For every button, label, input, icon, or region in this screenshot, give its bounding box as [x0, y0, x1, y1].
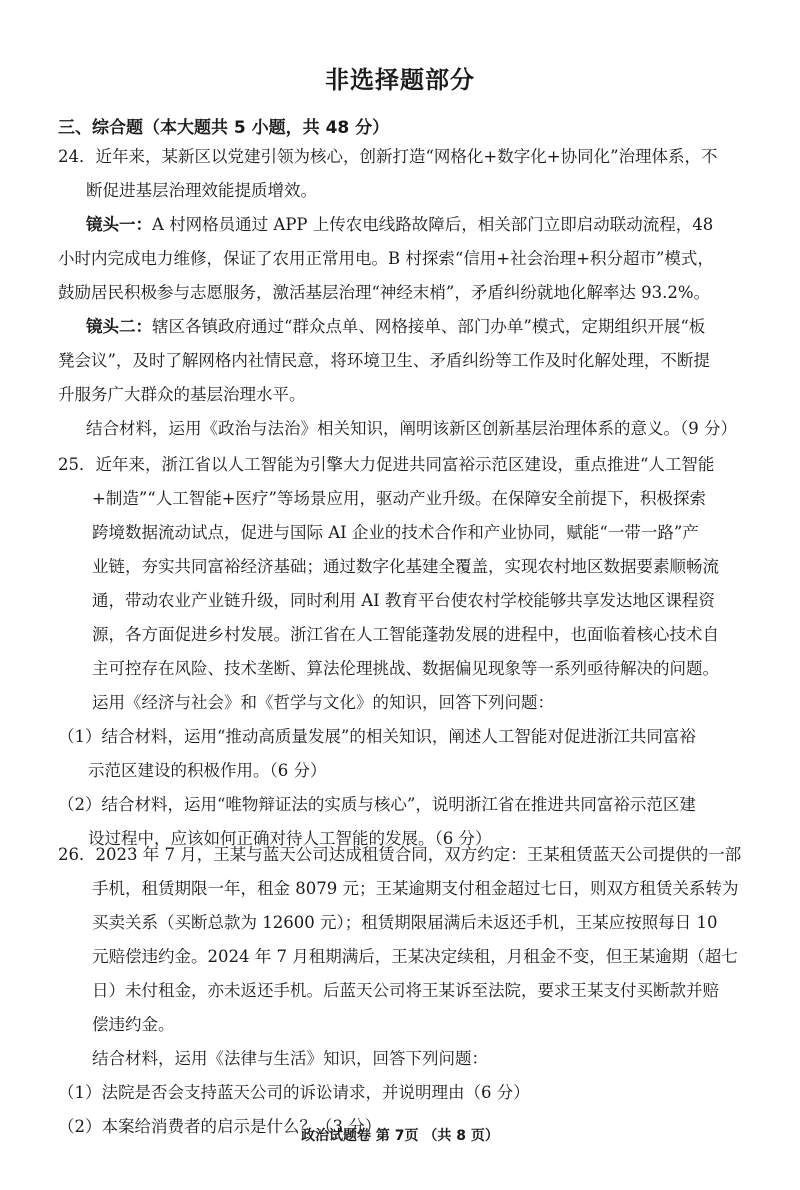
q25-line: 通，带动农业产业链升级，同时利用 AI 教育平台使农村学校能够共享发达地区课程资 [92, 591, 715, 610]
shot1-line: 鼓励居民积极参与志愿服务，激活基层治理“神经末梢”，矛盾纠纷就地化解率达 93.2%。 [58, 283, 711, 302]
q25-sub2: 设过程中，应该如何正确对待人工智能的发展。（6 分） [88, 829, 492, 848]
q24-task: 结合材料，运用《政治与法治》相关知识，阐明该新区创新基层治理体系的意义。（9 分） [86, 419, 737, 438]
q25-line: 源，各方面促进乡村发展。浙江省在人工智能蓬勃发展的进程中，也面临着核心技术自 [92, 625, 719, 644]
q26-line: 买卖关系（买断总款为 12600 元）；租赁期限届满后未返还手机，王某应按照每日 10 [92, 913, 718, 932]
shot2-line: 辖区各镇政府通过“群众点单、网格接单、部门办单”模式，定期组织开展“板 [152, 317, 706, 336]
shot1-line: 小时内完成电力维修，保证了农用正常用电。B 村探索“信用+社会治理+积分超市”模式， [58, 249, 714, 268]
q26-intro: 结合材料，运用《法律与生活》知识，回答下列问题： [92, 1049, 488, 1068]
q24-shot1 [58, 208, 758, 242]
shot1-line: A 村网格员通过 APP 上传农电线路故障后，相关部门立即启动联动流程，48 [152, 215, 714, 234]
q26-line: 偿违约金。 [92, 1015, 175, 1034]
q25-intro: 运用《经济与社会》和《哲学与文化》的知识，回答下列问题： [92, 693, 554, 712]
section-heading: 三、综合题（本大题共 5 小题，共 48 分） [58, 118, 390, 138]
page-footer: 政治试题卷 第 7页 （共 8 页） [301, 1128, 499, 1144]
q26-sub2: （2）本案给消费者的启示是什么？（3 分） [58, 1117, 382, 1136]
shot2-label: 镜头二： [86, 317, 152, 336]
q26-line: 手机，租赁期限一年，租金 8079 元；王某逾期支付租金超过七日，则双方租赁关系转为 [92, 879, 739, 898]
question-24 [58, 140, 758, 446]
shot2-line: 凳会议”，及时了解网格内社情民意，将环境卫生、矛盾纠纷等工作及时化解处理，不断提 [58, 351, 710, 370]
q25-sub1: 示范区建设的积极作用。（6 分） [88, 761, 327, 780]
q24-shot2 [58, 310, 758, 344]
q26-sub1: （1）法院是否会支持蓝天公司的诉讼请求，并说明理由（6 分） [58, 1083, 530, 1102]
q25-line: 业链，夯实共同富裕经济基础；通过数字化基建全覆盖，实现农村地区数据要素顺畅流 [92, 557, 719, 576]
shot2-line: 升服务广大群众的基层治理水平。 [58, 385, 306, 404]
q25-line: 25．近年来，浙江省以人工智能为引擎大力促进共同富裕示范区建设，重点推进“人工智能 [58, 455, 715, 474]
q25-line: 主可控存在风险、技术垄断、算法伦理挑战、数据偏见现象等一系列亟待解决的问题。 [92, 659, 719, 678]
q24-line: 断促进基层治理效能提质增效。 [86, 181, 317, 200]
q26-line: 26．2023 年 7 月，王某与蓝天公司达成租赁合同，双方约定：王某租赁蓝天公司提供的一部 [58, 845, 742, 864]
q26-line: 日）未付租金，亦未返还手机。后蓝天公司将王某诉至法院，要求王某支付买断款并赔 [92, 981, 719, 1000]
q24-line: 24．近年来，某新区以党建引领为核心，创新打造“网格化+数字化+协同化”治理体系，不 [58, 147, 718, 166]
q25-sub2: （2）结合材料，运用“唯物辩证法的实质与核心”，说明浙江省在推进共同富裕示范区建 [58, 795, 696, 814]
shot1-label: 镜头一： [86, 215, 152, 234]
question-25 [58, 448, 758, 856]
q26-line: 元赔偿违约金。2024 年 7 月租期满后，王某决定续租，月租金不变，但王某逾期（超七 [92, 947, 738, 966]
q25-sub1: （1）结合材料，运用“推动高质量发展”的相关知识，阐述人工智能对促进浙江共同富裕 [58, 727, 696, 746]
page-title: 非选择题部分 [325, 66, 475, 94]
q25-line: +制造”“人工智能+医疗”等场景应用，驱动产业升级。在保障安全前提下，积极探索 [92, 489, 706, 508]
question-26 [58, 838, 758, 1144]
q25-line: 跨境数据流动试点，促进与国际 AI 企业的技术合作和产业协同，赋能“一带一路”产 [92, 523, 699, 542]
